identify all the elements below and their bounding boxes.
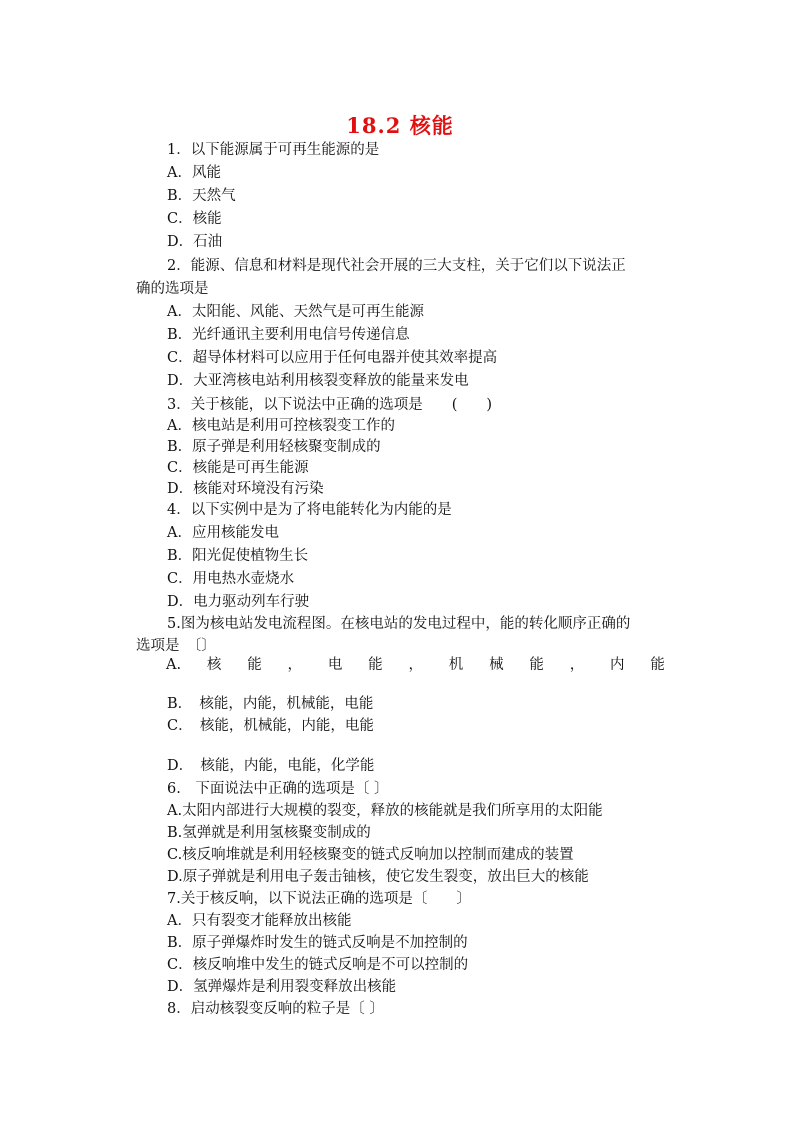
q5-a-token: 机 <box>448 657 464 673</box>
q1-option-c: C．核能 <box>167 211 222 227</box>
q5-option-b: B． 核能，内能，机械能，电能 <box>167 696 374 712</box>
q3-option-b: B．原子弹是利用轻核聚变制成的 <box>167 439 381 455</box>
q5-a-token: 电 <box>327 657 343 673</box>
q3-option-a: A．核电站是利用可控核裂变工作的 <box>167 418 395 434</box>
q2-option-d: D．大亚湾核电站利用核裂变释放的能量来发电 <box>167 373 469 389</box>
q1-option-a: A．风能 <box>167 165 221 181</box>
q7-option-b: B．原子弹爆炸时发生的链式反响是不加控制的 <box>167 935 468 951</box>
q4-option-d: D．电力驱动列车行驶 <box>167 594 310 610</box>
q6-option-a: A.太阳内部进行大规模的裂变，释放的核能就是我们所享用的太阳能 <box>167 803 603 819</box>
q1-option-d: D．石油 <box>167 234 223 250</box>
question-5: 5.图为核电站发电流程图。在核电站的发电过程中，能的转化顺序正确的 <box>167 616 631 632</box>
q2-option-b: B．光纤通讯主要利用电信号传递信息 <box>167 327 410 343</box>
q5-a-token: 能 <box>650 657 665 673</box>
q4-option-a: A．应用核能发电 <box>167 525 279 541</box>
question-8: 8．启动核裂变反响的粒子是〔 〕 <box>167 1001 384 1017</box>
q5-a-token: 械 <box>489 657 504 673</box>
q7-option-d: D．氢弹爆炸是利用裂变释放出核能 <box>167 979 397 995</box>
q5-a-token: ， <box>408 657 423 673</box>
q1-option-b: B．天然气 <box>167 188 236 204</box>
q5-option-c: C． 核能，机械能，内能，电能 <box>167 718 374 734</box>
q4-option-c: C．用电热水壶烧水 <box>167 571 295 587</box>
q2-option-c: C．超导体材料可以应用于任何电器并使其效率提高 <box>167 350 498 366</box>
q5-a-token: ， <box>569 657 585 673</box>
q6-option-c: C.核反响堆就是利用轻核聚变的链式反响加以控制而建成的装置 <box>167 847 574 863</box>
q7-option-c: C．核反响堆中发生的链式反响是不可以控制的 <box>167 957 469 973</box>
q5-option-d: D． 核能，内能，电能，化学能 <box>167 758 375 774</box>
q3-option-c: C．核能是可再生能源 <box>167 460 309 476</box>
q2-option-a: A．太阳能、风能、天然气是可再生能源 <box>167 304 424 320</box>
q4-option-b: B．阳光促使植物生长 <box>167 548 309 564</box>
q5-a-token: 能 <box>247 657 262 673</box>
q7-option-a: A．只有裂变才能释放出核能 <box>167 913 352 929</box>
question-2-cont: 确的选项是 <box>136 281 209 297</box>
q5-a-token: 能 <box>529 657 544 673</box>
q6-option-d: D.原子弹就是利用电子轰击铀核，使它发生裂变，放出巨大的核能 <box>167 869 589 885</box>
q5-option-a <box>166 655 665 675</box>
q6-option-b: B.氢弹就是利用氢核聚变制成的 <box>167 825 371 841</box>
q5-a-token: ， <box>287 657 303 673</box>
q5-a-token: 核 <box>206 657 222 673</box>
question-2: 2．能源、信息和材料是现代社会开展的三大支柱，关于它们以下说法正 <box>167 258 626 274</box>
question-1: 1．以下能源属于可再生能源的是 <box>167 142 380 158</box>
q5-a-token: 能 <box>368 657 383 673</box>
question-3: 3．关于核能，以下说法中正确的选项是 ( ) <box>167 397 493 413</box>
q5-a-token: A. <box>166 657 182 673</box>
question-6: 6. 下面说法中正确的选项是〔 〕 <box>167 781 389 797</box>
q5-a-token: 内 <box>610 657 625 673</box>
question-4: 4．以下实例中是为了将电能转化为内能的是 <box>167 502 452 518</box>
page-title: 18.2 核能 <box>346 113 454 138</box>
question-7: 7.关于核反响，以下说法正确的选项是〔 〕 <box>167 891 471 907</box>
q3-option-d: D．核能对环境没有污染 <box>167 481 324 497</box>
question-5-cont: 选项是 〔〕 <box>136 638 216 654</box>
